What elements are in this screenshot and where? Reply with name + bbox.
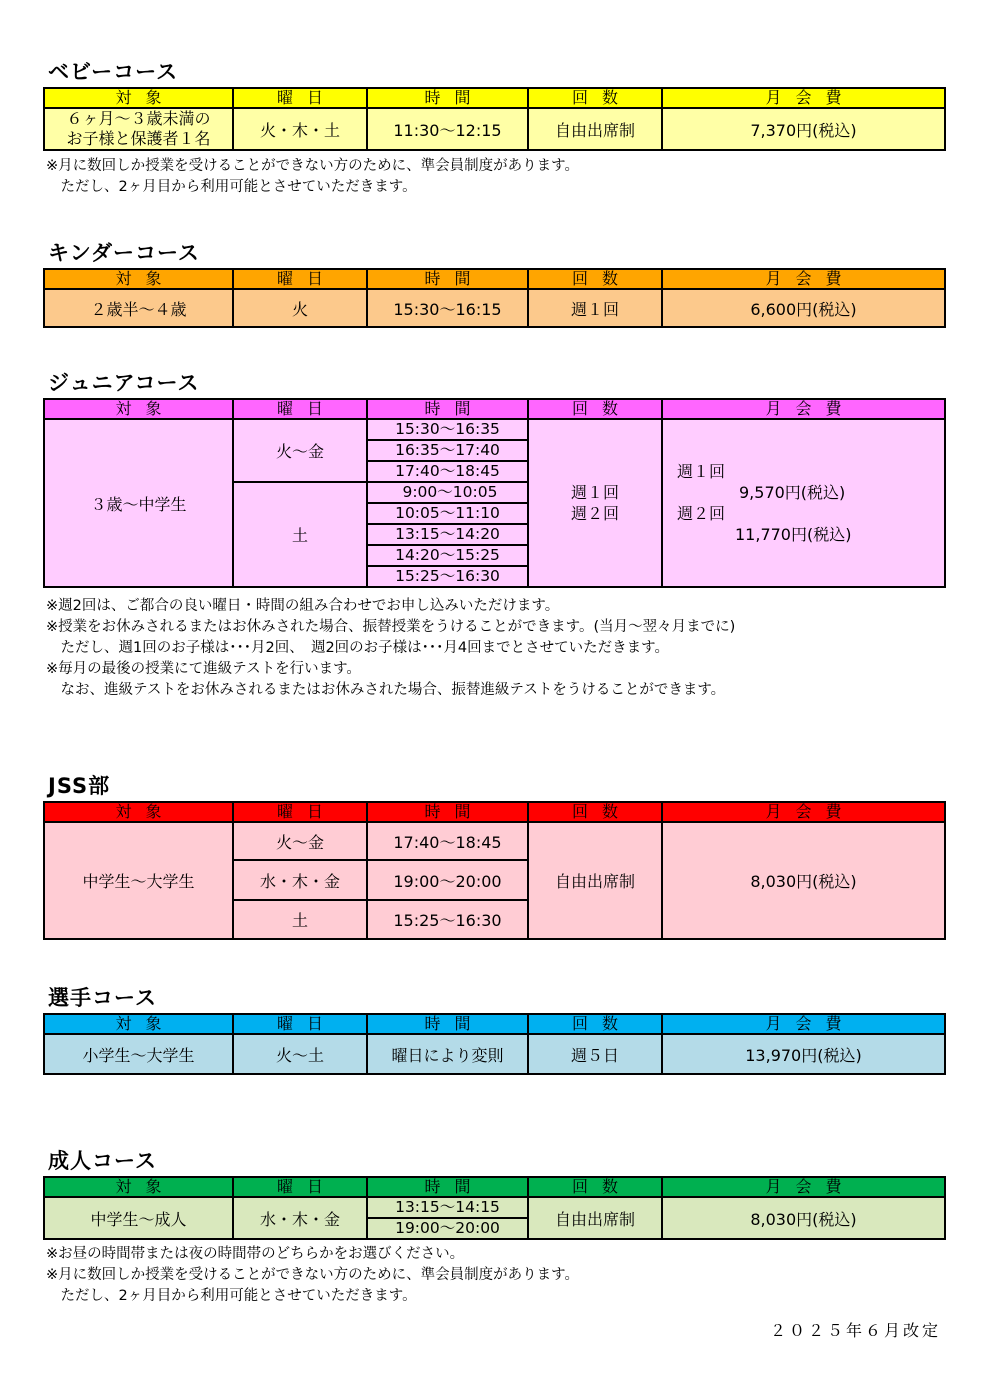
time-cell: 15:25～16:30: [367, 900, 528, 939]
header-time: 時間: [367, 802, 528, 822]
header-count: 回数: [528, 1177, 662, 1197]
time-cell: 15:30～16:15: [367, 289, 528, 327]
table-row: [44, 419, 945, 440]
count-cell: 自由出席制: [528, 108, 662, 150]
fee-label: 週２回: [677, 504, 726, 523]
fee-cell: 13,970円(税込): [662, 1034, 945, 1074]
header-target: 対象: [44, 802, 233, 822]
note-line: ただし、2ヶ月目から利用可能とさせていただきます。: [46, 1288, 417, 1304]
table-row: [44, 1034, 945, 1074]
days-cell: 水・木・金: [233, 1197, 367, 1239]
header-count: 回数: [528, 88, 662, 108]
header-days: 曜日: [233, 269, 367, 289]
table-row: [44, 1197, 945, 1218]
count-cell: 自由出席制: [528, 822, 662, 939]
note-line: ただし、2ヶ月目から利用可能とさせていただきます。: [46, 179, 417, 195]
senshu-course-table: [43, 1013, 946, 1075]
jss-course-table: [43, 801, 946, 940]
count-cell: 週１回: [528, 289, 662, 327]
fee-cell: 8,030円(税込): [662, 1197, 945, 1239]
count-cell: [528, 419, 662, 587]
days-cell: 土: [233, 900, 367, 939]
header-fee: 月会費: [662, 399, 945, 419]
header-target: 対象: [44, 1177, 233, 1197]
days-cell: 水・木・金: [233, 860, 367, 900]
note-line: ※授業をお休みされるまたはお休みされた場合、振替授業をうけることができます。(当月～翌々月までに): [46, 619, 736, 635]
table-row: [44, 289, 945, 327]
header-time: 時間: [367, 269, 528, 289]
adult-course-table: [43, 1176, 946, 1240]
time-cell: 10:05～11:10: [367, 503, 528, 524]
adult-notes: [46, 1244, 579, 1307]
days-cell: 火～土: [233, 1034, 367, 1074]
junior-notes: [46, 596, 735, 701]
count-cell: 自由出席制: [528, 1197, 662, 1239]
fee-cell: 8,030円(税込): [662, 822, 945, 939]
time-cell: 14:20～15:25: [367, 545, 528, 566]
baby-course-title: ベビーコース: [48, 60, 179, 84]
header-target: 対象: [44, 1014, 233, 1034]
senshu-course-title: 選手コース: [48, 986, 157, 1010]
header-count: 回数: [528, 1014, 662, 1034]
table-row: [44, 822, 945, 860]
note-line: ※週2回は、ご都合の良い曜日・時間の組み合わせでお申し込みいただけます。: [46, 598, 560, 614]
header-count: 回数: [528, 802, 662, 822]
table-row: [44, 108, 945, 150]
target-cell: 小学生～大学生: [44, 1034, 233, 1074]
baby-course-table: [43, 87, 946, 151]
time-cell: 11:30～12:15: [367, 108, 528, 150]
target-cell: ３歳～中学生: [44, 419, 233, 587]
adult-course-title: 成人コース: [48, 1149, 157, 1173]
days-cell: 土: [233, 482, 367, 587]
header-time: 時間: [367, 399, 528, 419]
time-cell: 15:25～16:30: [367, 566, 528, 587]
time-cell: 16:35～17:40: [367, 440, 528, 461]
header-count: 回数: [528, 399, 662, 419]
header-days: 曜日: [233, 1014, 367, 1034]
time-cell: 曜日により変則: [367, 1034, 528, 1074]
fee-cell: 7,370円(税込): [662, 108, 945, 150]
header-days: 曜日: [233, 802, 367, 822]
header-fee: 月会費: [662, 802, 945, 822]
header-fee: 月会費: [662, 269, 945, 289]
count-line: 週１回: [570, 483, 619, 502]
header-days: 曜日: [233, 88, 367, 108]
target-line: ６ヶ月～３歳未満の: [66, 109, 211, 128]
time-cell: 9:00～10:05: [367, 482, 528, 503]
header-target: 対象: [44, 269, 233, 289]
table-header-row: [44, 1177, 945, 1197]
days-cell: 火・木・土: [233, 108, 367, 150]
header-target: 対象: [44, 399, 233, 419]
header-time: 時間: [367, 88, 528, 108]
note-line: なお、進級テストをお休みされるまたはお休みされた場合、振替進級テストをうけることができます。: [46, 682, 726, 698]
kinder-course-title: キンダーコース: [48, 241, 200, 265]
header-days: 曜日: [233, 1177, 367, 1197]
header-time: 時間: [367, 1177, 528, 1197]
header-target: 対象: [44, 88, 233, 108]
target-cell: ２歳半～４歳: [44, 289, 233, 327]
table-header-row: [44, 269, 945, 289]
target-cell: 中学生～成人: [44, 1197, 233, 1239]
fee-cell: [662, 419, 945, 587]
time-cell: 15:30～16:35: [367, 419, 528, 440]
days-cell: 火～金: [233, 822, 367, 860]
fee-cell: 6,600円(税込): [662, 289, 945, 327]
time-cell: 19:00～20:00: [367, 1218, 528, 1239]
note-line: ※毎月の最後の授業にて進級テストを行います。: [46, 661, 361, 677]
table-header-row: [44, 399, 945, 419]
note-line: ※月に数回しか授業を受けることができない方のために、準会員制度があります。: [46, 158, 579, 174]
header-days: 曜日: [233, 399, 367, 419]
header-time: 時間: [367, 1014, 528, 1034]
fee-value: 11,770円(税込): [735, 525, 852, 544]
table-header-row: [44, 802, 945, 822]
count-cell: 週５日: [528, 1034, 662, 1074]
kinder-course-table: [43, 268, 946, 328]
header-fee: 月会費: [662, 1014, 945, 1034]
header-count: 回数: [528, 269, 662, 289]
fee-value: 9,570円(税込): [739, 483, 846, 502]
time-cell: 13:15～14:15: [367, 1197, 528, 1218]
baby-notes: [46, 156, 579, 198]
time-cell: 17:40～18:45: [367, 461, 528, 482]
days-cell: 火～金: [233, 419, 367, 482]
note-line: ※お昼の時間帯または夜の時間帯のどちらかをお選びください。: [46, 1246, 465, 1262]
table-header-row: [44, 88, 945, 108]
time-cell: 13:15～14:20: [367, 524, 528, 545]
time-cell: 17:40～18:45: [367, 822, 528, 860]
junior-course-title: ジュニアコース: [48, 371, 200, 395]
note-line: ※月に数回しか授業を受けることができない方のために、準会員制度があります。: [46, 1267, 579, 1283]
target-line: お子様と保護者１名: [66, 129, 211, 148]
revision-date: ２０２５年６月改定: [769, 1321, 941, 1340]
days-cell: 火: [233, 289, 367, 327]
count-line: 週２回: [570, 504, 619, 523]
header-fee: 月会費: [662, 1177, 945, 1197]
fee-label: 週１回: [677, 462, 726, 481]
target-cell: [44, 108, 233, 150]
jss-course-title: JSS部: [48, 774, 111, 798]
table-header-row: [44, 1014, 945, 1034]
time-cell: 19:00～20:00: [367, 860, 528, 900]
junior-course-table: [43, 398, 946, 588]
note-line: ただし、週1回のお子様は･･･月2回、 週2回のお子様は･･･月4回までとさせていただきます。: [46, 640, 669, 656]
target-cell: 中学生～大学生: [44, 822, 233, 939]
header-fee: 月会費: [662, 88, 945, 108]
